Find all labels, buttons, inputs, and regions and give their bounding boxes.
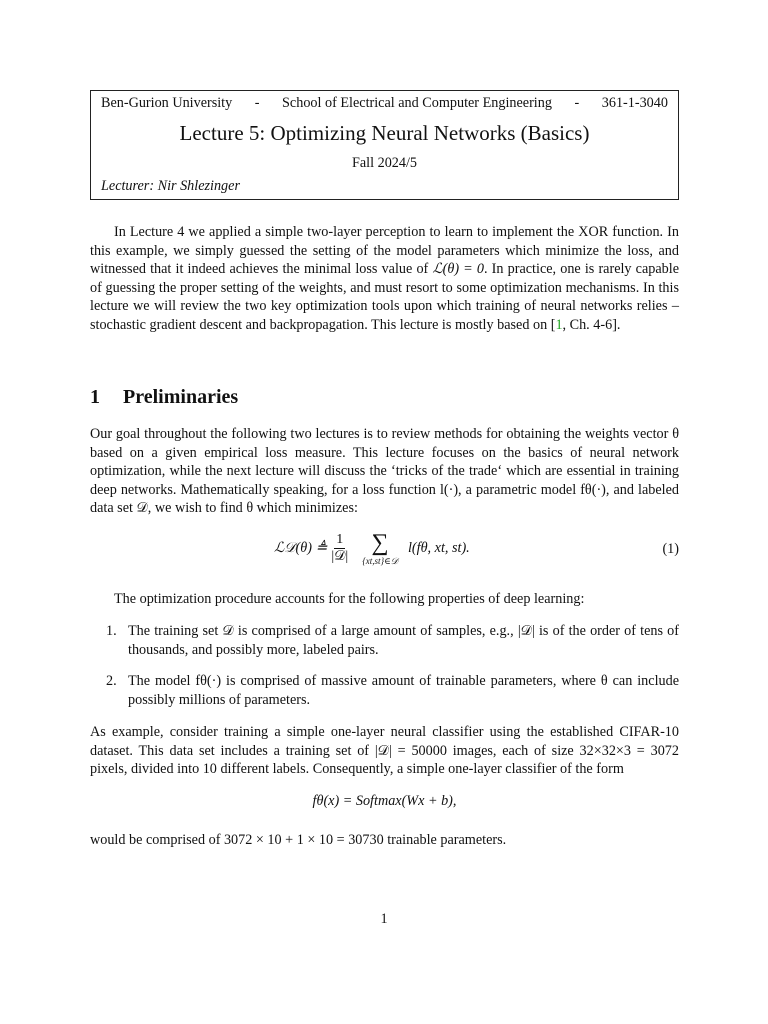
- equation-1-fraction: [331, 532, 348, 565]
- list-item: [90, 672, 679, 709]
- list-item: [90, 622, 679, 659]
- sum-symbol: ∑: [371, 530, 389, 556]
- lecture-header-box: [90, 90, 679, 200]
- lecture-title: Lecture 5: Optimizing Neural Networks (Basics): [179, 121, 590, 145]
- fraction-numerator: 1: [336, 531, 344, 547]
- intro-text-2: . In practice, one is rarely capable of guessing the proper setting of the weights, and must resort to some optimization mechanisms. In this lecture we will review the two key optimization tools upon which training of neural networks relies – stochastic gradient descent and backpropagation. This lecture is mostly based on [: [90, 261, 679, 333]
- properties-intro: The optimization procedure accounts for the following properties of deep learning:: [114, 591, 585, 607]
- preliminaries-paragraph: Our goal throughout the following two lectures is to review methods for obtaining the weights vector θ based on a given empirical loss measure. This lecture focuses on the basics of neural network optimization, while the next lecture will discuss the ‘tricks of the trade‘ which are essential in training deep networks. Mathematically speaking, for a loss function l(·), a parametric model fθ(·), and labeled data set 𝒟, we wish to find θ which minimizes:: [90, 426, 679, 517]
- intro-paragraph: [90, 223, 679, 335]
- lecturer-name: Lecturer: Nir Shlezinger: [101, 178, 240, 194]
- inline-equation-loss: ℒ(θ) = 0: [432, 261, 484, 278]
- equation-1-body: [274, 530, 470, 566]
- equation-1-number: (1): [662, 541, 679, 557]
- list-item-text: The model fθ(·) is comprised of massive amount of trainable parameters, where θ can include possibly millions of parameters.: [128, 673, 679, 708]
- header-separator: -: [254, 95, 260, 111]
- sum-operator: [362, 530, 398, 566]
- equation-1-summand: l(fθ, xt, st).: [407, 539, 470, 556]
- parameter-count-paragraph: would be comprised of 3072 × 10 + 1 × 10 = 30730 trainable parameters.: [90, 832, 507, 848]
- list-item-text: The training set 𝒟 is comprised of a large amount of samples, e.g., |𝒟| is of the order of tens of thousands, and possibly more, labeled pairs.: [128, 623, 679, 658]
- section-heading: [90, 385, 238, 409]
- list-marker: 1.: [106, 623, 117, 639]
- intro-text-3: , Ch. 4-6].: [562, 316, 621, 333]
- document-page: [90, 90, 679, 848]
- equation-1-lhs: ℒ𝒟(θ) ≜: [274, 539, 328, 556]
- equation-1: [90, 528, 679, 572]
- fraction-denominator: |𝒟|: [331, 548, 349, 564]
- header-top-line: [101, 94, 668, 113]
- section-number: 1: [90, 386, 100, 408]
- lecture-term: Fall 2024/5: [351, 155, 418, 171]
- list-marker: 2.: [106, 673, 117, 690]
- cifar-example-paragraph: As example, consider training a simple one-layer neural classifier using the established CIFAR-10 dataset. This data set includes a training set of |𝒟| = 50000 images, each of size 32×32×3 = 3072 pixels, divided into 10 different labels. Consequently, a simple one-layer classifier of the form: [90, 724, 679, 778]
- citation-link[interactable]: 1: [555, 316, 563, 333]
- page-number: 1: [380, 911, 388, 927]
- university-name: Ben-Gurion University: [101, 95, 233, 111]
- equation-2: fθ(x) = Softmax(Wx + b),: [312, 793, 457, 809]
- school-name: School of Electrical and Computer Engineering: [282, 95, 552, 111]
- section-title: Preliminaries: [123, 386, 239, 408]
- course-number: 361-1-3040: [601, 95, 668, 111]
- sum-subscript: {xt,st}∈𝒟: [362, 556, 398, 566]
- header-separator: -: [574, 95, 580, 111]
- properties-list: [90, 622, 679, 722]
- intro-text-1: In Lecture 4 we applied a simple two-layer perception to learn to implement the XOR function. In this example, we simply guessed the setting of the model parameters which minimize the loss, and witnessed that it indeed achieves the minimal loss value of: [90, 224, 679, 278]
